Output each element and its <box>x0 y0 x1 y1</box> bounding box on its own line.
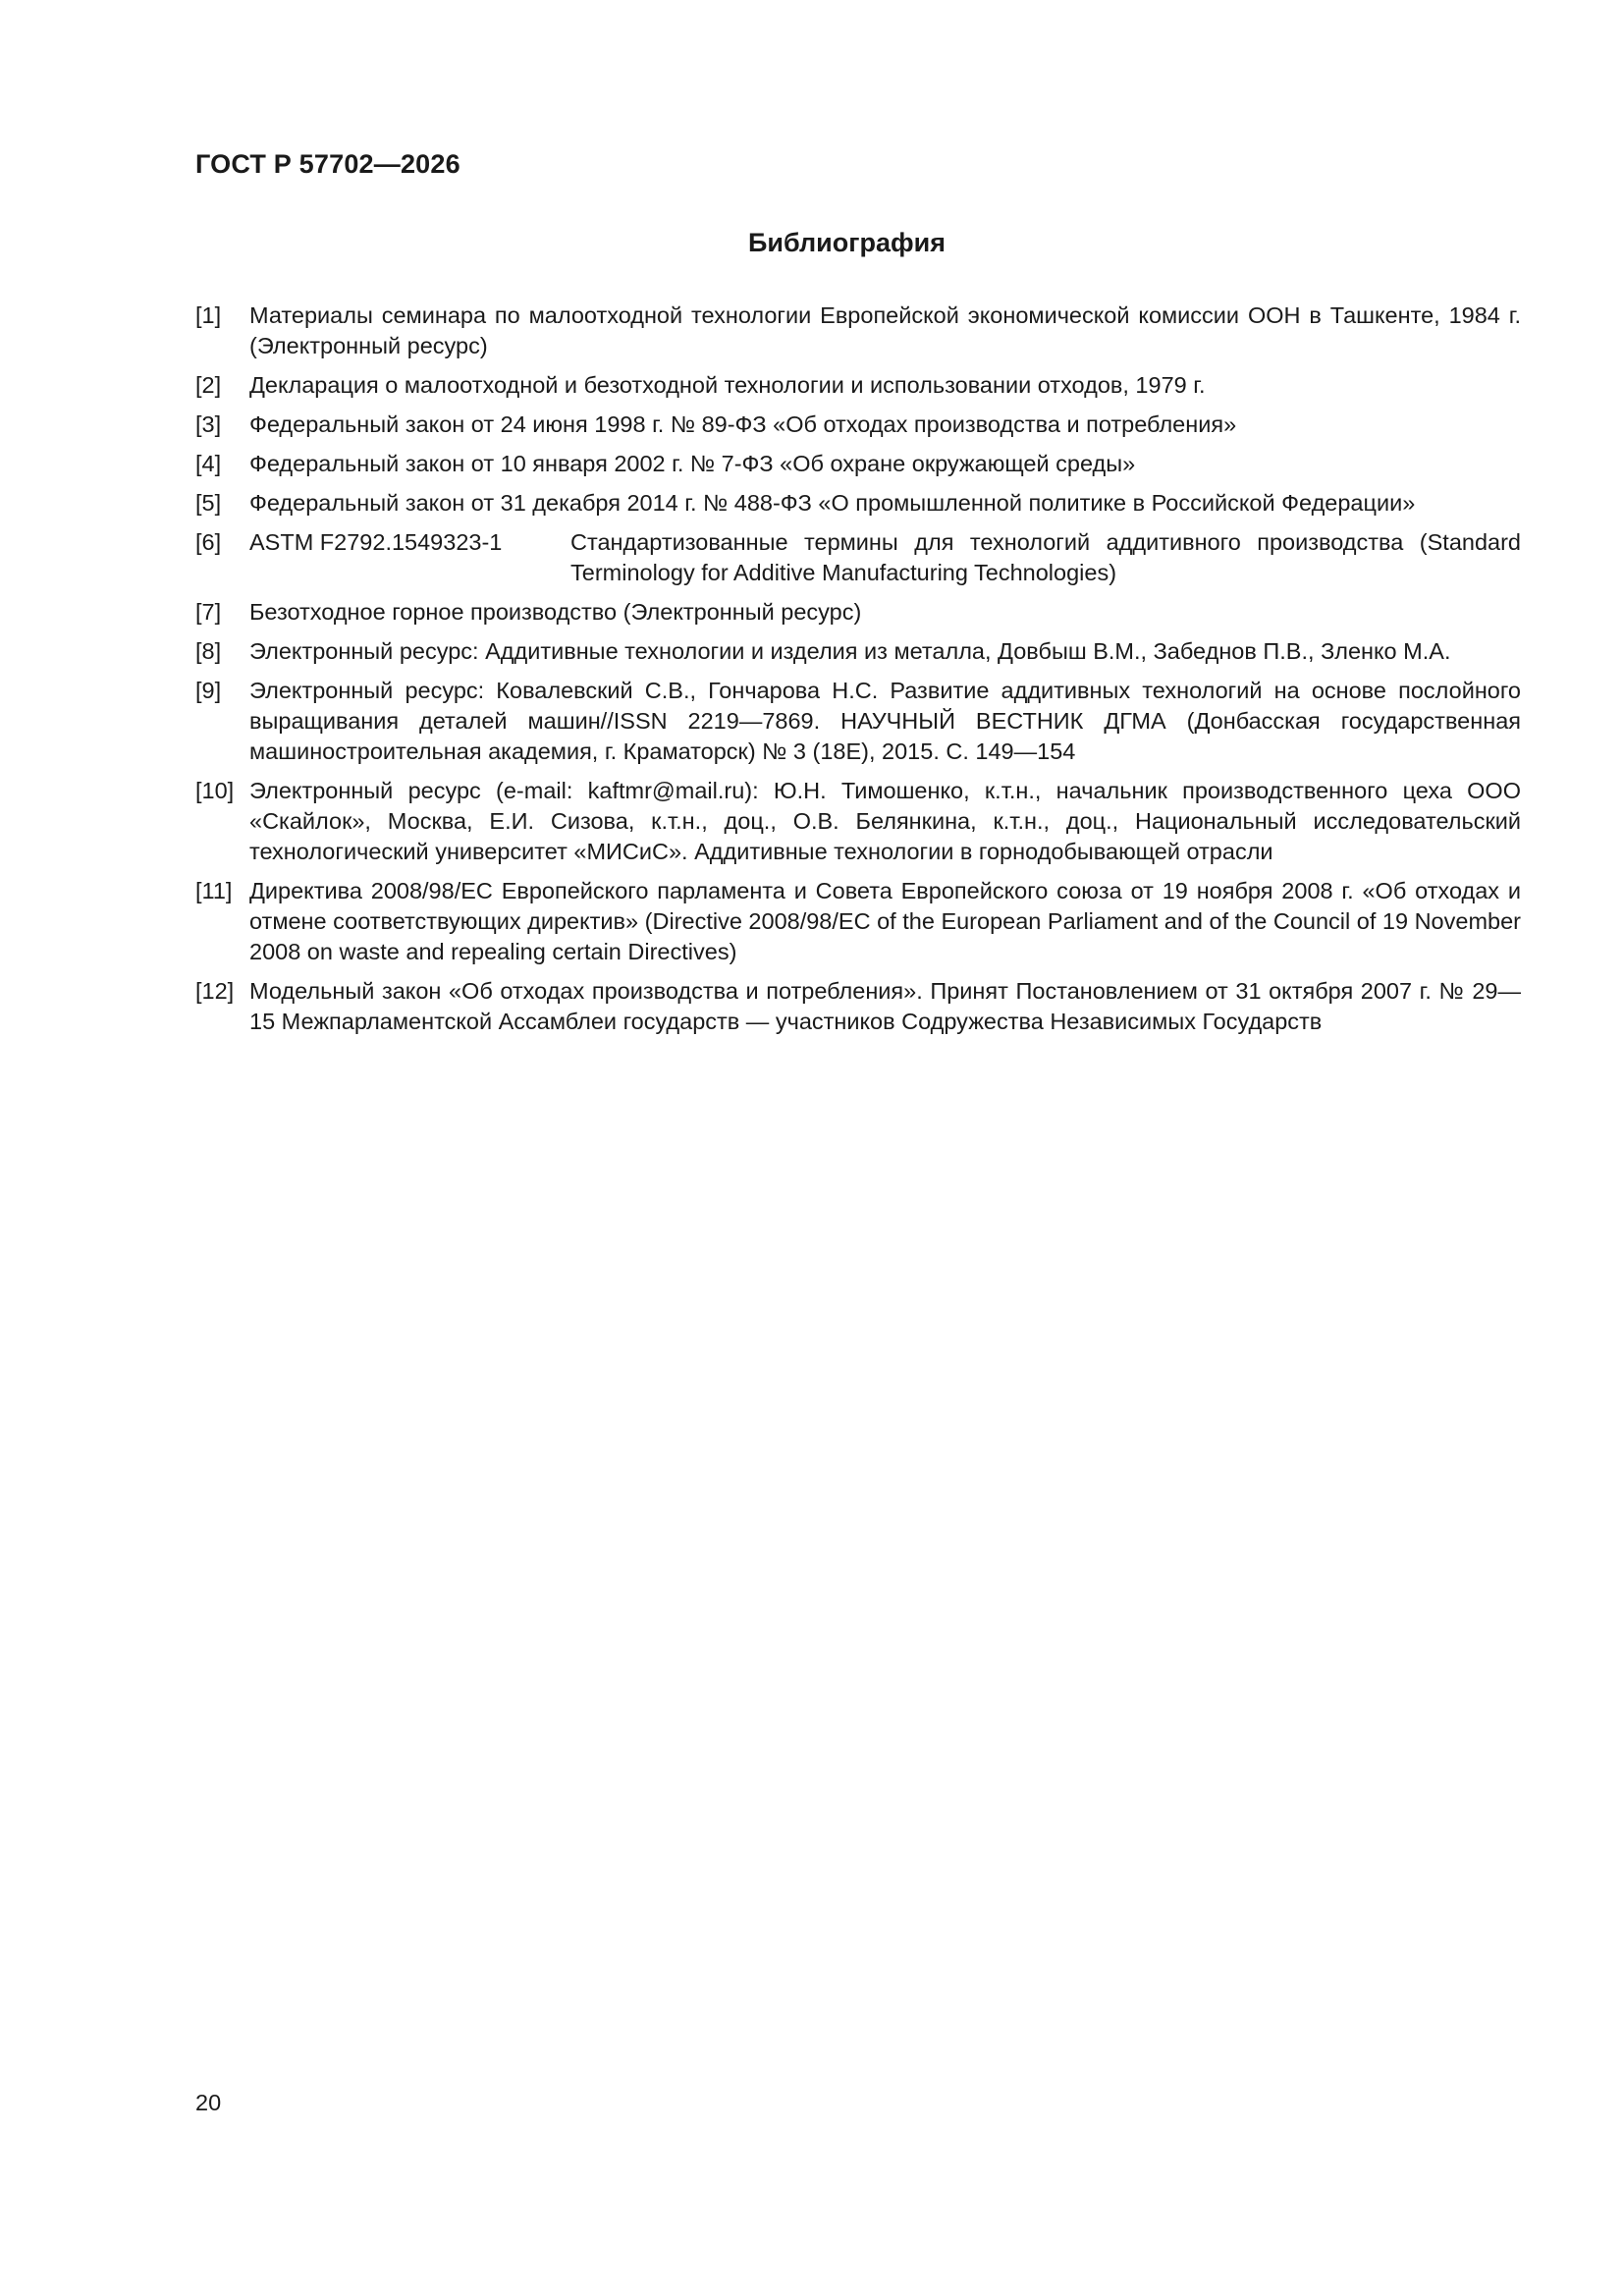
bibliography-entry <box>195 410 1521 440</box>
entry-number: [8] <box>195 638 222 664</box>
entry-number: [11] <box>195 878 233 903</box>
entry-standard-code: ASTM F2792.1549323-1 <box>249 529 503 555</box>
document-id-header: ГОСТ Р 57702—2026 <box>195 149 460 179</box>
section-title <box>0 228 1623 258</box>
bibliography-list <box>195 301 1521 1046</box>
entry-text: Электронный ресурс (e-mail: kaftmr@mail.ru): Ю.Н. Тимошенко, к.т.н., начальник производственного цеха ООО «Скайлок», Москва, Е.И. Сизова, к.т.н., доц., О.В. Белянкина, к.т.н., доц., Национальный исследовательский технологический университет «МИСиС». Аддитивные технологии в горнодобывающей отрасли <box>249 778 1521 864</box>
bibliography-entry <box>195 449 1521 479</box>
bibliography-entry <box>195 301 1521 361</box>
entry-text: Стандартизованные термины для технологий аддитивного производства (Standard Terminology for Additive Manufacturing Technologies) <box>570 529 1521 585</box>
entry-text: Материалы семинара по малоотходной технологии Европейской экономической комиссии ООН в Ташкенте, 1984 г. (Электронный ресурс) <box>249 302 1521 358</box>
entry-text: Электронный ресурс: Ковалевский С.В., Гончарова Н.С. Развитие аддитивных технологий на основе послойного выращивания деталей машин//ISSN 2219—7869. НАУЧНЫЙ ВЕСТНИК ДГМА (Донбасская государственная машиностроительная академия, г. Краматорск) № 3 (18Е), 2015. С. 149—154 <box>249 678 1521 764</box>
entry-number: [6] <box>195 529 222 555</box>
entry-number: [7] <box>195 599 222 625</box>
bibliography-entry <box>195 776 1521 867</box>
entry-text: Федеральный закон от 10 января 2002 г. № 7-ФЗ «Об охране окружающей среды» <box>249 451 1136 476</box>
bibliography-entry <box>195 976 1521 1037</box>
entry-text: Декларация о малоотходной и безотходной технологии и использовании отходов, 1979 г. <box>249 372 1206 398</box>
entry-number: [9] <box>195 678 222 703</box>
bibliography-entry <box>195 488 1521 519</box>
entry-text: Электронный ресурс: Аддитивные технологии и изделия из металла, Довбыш В.М., Забеднов П.В., Зленко М.А. <box>249 638 1451 664</box>
entry-text: Безотходное горное производство (Электронный ресурс) <box>249 599 862 625</box>
bibliography-entry <box>195 636 1521 667</box>
bibliography-entry <box>195 527 1521 588</box>
entry-number: [2] <box>195 372 222 398</box>
entry-number: [1] <box>195 302 222 328</box>
bibliography-entry <box>195 370 1521 401</box>
page-number: 20 <box>195 2090 222 2115</box>
entry-text: Федеральный закон от 24 июня 1998 г. № 89-ФЗ «Об отходах производства и потребления» <box>249 411 1237 437</box>
bibliography-entry <box>195 597 1521 628</box>
entry-number: [10] <box>195 778 235 803</box>
entry-number: [12] <box>195 978 235 1004</box>
entry-number: [4] <box>195 451 222 476</box>
entry-text: Модельный закон «Об отходах производства и потребления». Принят Постановлением от 31 октября 2007 г. № 29—15 Межпарламентской Ассамблеи государств — участников Содружества Независимых Государств <box>249 978 1521 1034</box>
entry-text: Директива 2008/98/ЕС Европейского парламента и Совета Европейского союза от 19 ноября 2008 г. «Об отходах и отмене соответствующих директив» (Directive 2008/98/EC of the European Parliament and of the Council of 19 November 2008 on waste and repealing certain Directives) <box>249 878 1521 964</box>
section-title-text: Библиография <box>748 228 946 257</box>
entry-number: [5] <box>195 490 222 516</box>
bibliography-entry <box>195 876 1521 967</box>
entry-number: [3] <box>195 411 222 437</box>
bibliography-entry <box>195 676 1521 767</box>
entry-text: Федеральный закон от 31 декабря 2014 г. № 488-ФЗ «О промышленной политике в Российской Федерации» <box>249 490 1416 516</box>
